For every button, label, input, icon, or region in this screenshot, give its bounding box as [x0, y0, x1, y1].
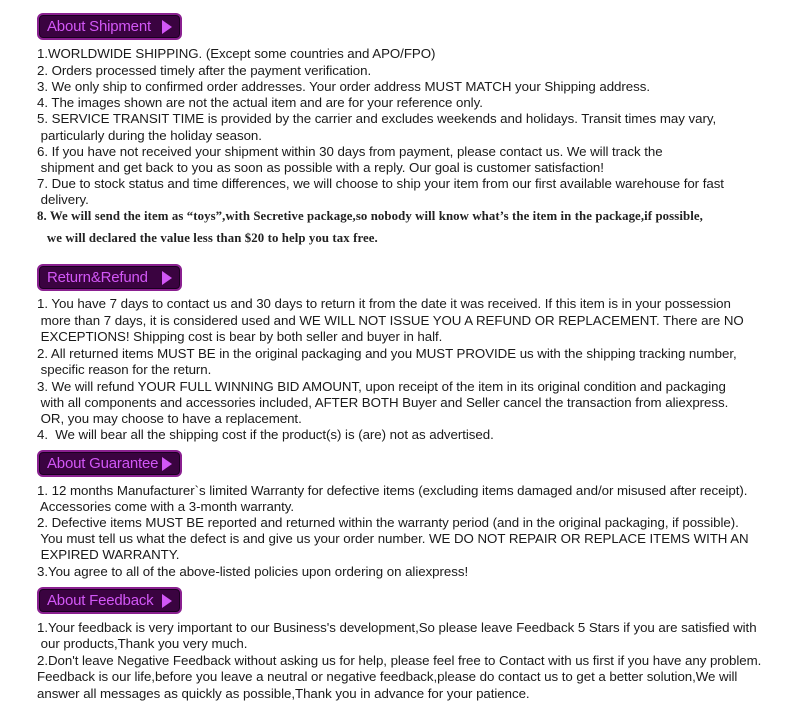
policy-text-line: 1. 12 months Manufacturer`s limited Warranty for defective items (excluding items damaged and/or misused after receipt).: [37, 483, 748, 498]
section-title: Return&Refund: [47, 269, 148, 286]
play-arrow-icon: [162, 271, 172, 285]
policy-text-line: answer all messages as quickly as possible,Thank you in advance for your patience.: [37, 686, 530, 701]
policy-text-line: EXPIRED WARRANTY.: [37, 547, 180, 562]
play-arrow-icon: [162, 594, 172, 608]
policy-text-line: more than 7 days, it is considered used and WE WILL NOT ISSUE YOU A REFUND OR REPLACEMENT. There are NO: [37, 313, 744, 328]
section-header-guarantee: [37, 450, 182, 477]
policy-text-line: Accessories come with a 3-month warranty.: [37, 499, 295, 514]
policy-text-line: EXCEPTIONS! Shipping cost is bear by both seller and buyer in half.: [37, 329, 443, 344]
policy-text-line: 4. We will bear all the shipping cost if the product(s) is (are) not as advertised.: [37, 427, 494, 442]
play-arrow-icon: [162, 20, 172, 34]
section-header-return-refund: [37, 264, 182, 291]
section-header-shipment: [37, 13, 182, 40]
policy-text-line: with all components and accessories included, AFTER BOTH Buyer and Seller cancel the transaction from aliexpress.: [37, 395, 729, 410]
policy-text-line: 2. Orders processed timely after the payment verification.: [37, 63, 372, 78]
policy-text-line: our products,Thank you very much.: [37, 636, 248, 651]
policy-text-line: 2. All returned items MUST BE in the original packaging and you MUST PROVIDE us with the shipping tracking number,: [37, 346, 737, 361]
policy-text-line: 7. Due to stock status and time differences, we will choose to ship your item from our first available warehouse for fast: [37, 176, 724, 191]
play-arrow-icon: [162, 457, 172, 471]
policy-text-line: You must tell us what the defect is and give us your order number. WE DO NOT REPAIR OR REPLACE ITEMS WITH AN: [37, 531, 749, 546]
policy-text-line: Feedback is our life,before you leave a neutral or negative feedback,please do contact us to get a better solution,We will: [37, 669, 738, 684]
policy-text-line: 1. You have 7 days to contact us and 30 days to return it from the date it was received. If this item is in your possession: [37, 296, 731, 311]
policy-text-line: particularly during the holiday season.: [37, 128, 262, 143]
policy-text-line: 3.You agree to all of the above-listed policies upon ordering on aliexpress!: [37, 564, 469, 579]
policy-text-line: 1.Your feedback is very important to our Business's development,So please leave Feedback 5 Stars if you are satisfied with: [37, 620, 757, 635]
policy-text-line: 2. Defective items MUST BE reported and returned within the warranty period (and in the original packaging, if possible).: [37, 515, 739, 530]
section-header-feedback: [37, 587, 182, 614]
policy-text-line: 1.WORLDWIDE SHIPPING. (Except some countries and APO/FPO): [37, 46, 436, 61]
section-title: About Feedback: [47, 592, 154, 609]
policy-text-line: 2.Don't leave Negative Feedback without asking us for help, please feel free to Contact with us first if you have any problem.: [37, 653, 762, 668]
policy-text-line: 6. If you have not received your shipment within 30 days from payment, please contact us. We will track the: [37, 144, 663, 159]
policy-text-line: 5. SERVICE TRANSIT TIME is provided by the carrier and excludes weekends and holidays. Transit times may vary,: [37, 111, 717, 126]
section-title: About Guarantee: [47, 455, 159, 472]
policy-text-line: 4. The images shown are not the actual item and are for your reference only.: [37, 95, 483, 110]
policy-text-line: specific reason for the return.: [37, 362, 212, 377]
policy-text-line: 8. We will send the item as “toys”,with Secretive package,so nobody will know what’s the item in the package,if possible,: [37, 209, 703, 223]
policy-text-line: shipment and get back to you as soon as possible with a reply. Our goal is customer satisfaction!: [37, 160, 604, 175]
section-title: About Shipment: [47, 18, 151, 35]
policy-text-line: delivery.: [37, 192, 89, 207]
policy-text-line: we will declared the value less than $20 to help you tax free.: [37, 231, 378, 245]
policy-text-line: 3. We only ship to confirmed order addresses. Your order address MUST MATCH your Shipping address.: [37, 79, 650, 94]
policy-text-line: 3. We will refund YOUR FULL WINNING BID AMOUNT, upon receipt of the item in its original condition and packaging: [37, 379, 726, 394]
policy-text-line: OR, you may choose to have a replacement.: [37, 411, 302, 426]
